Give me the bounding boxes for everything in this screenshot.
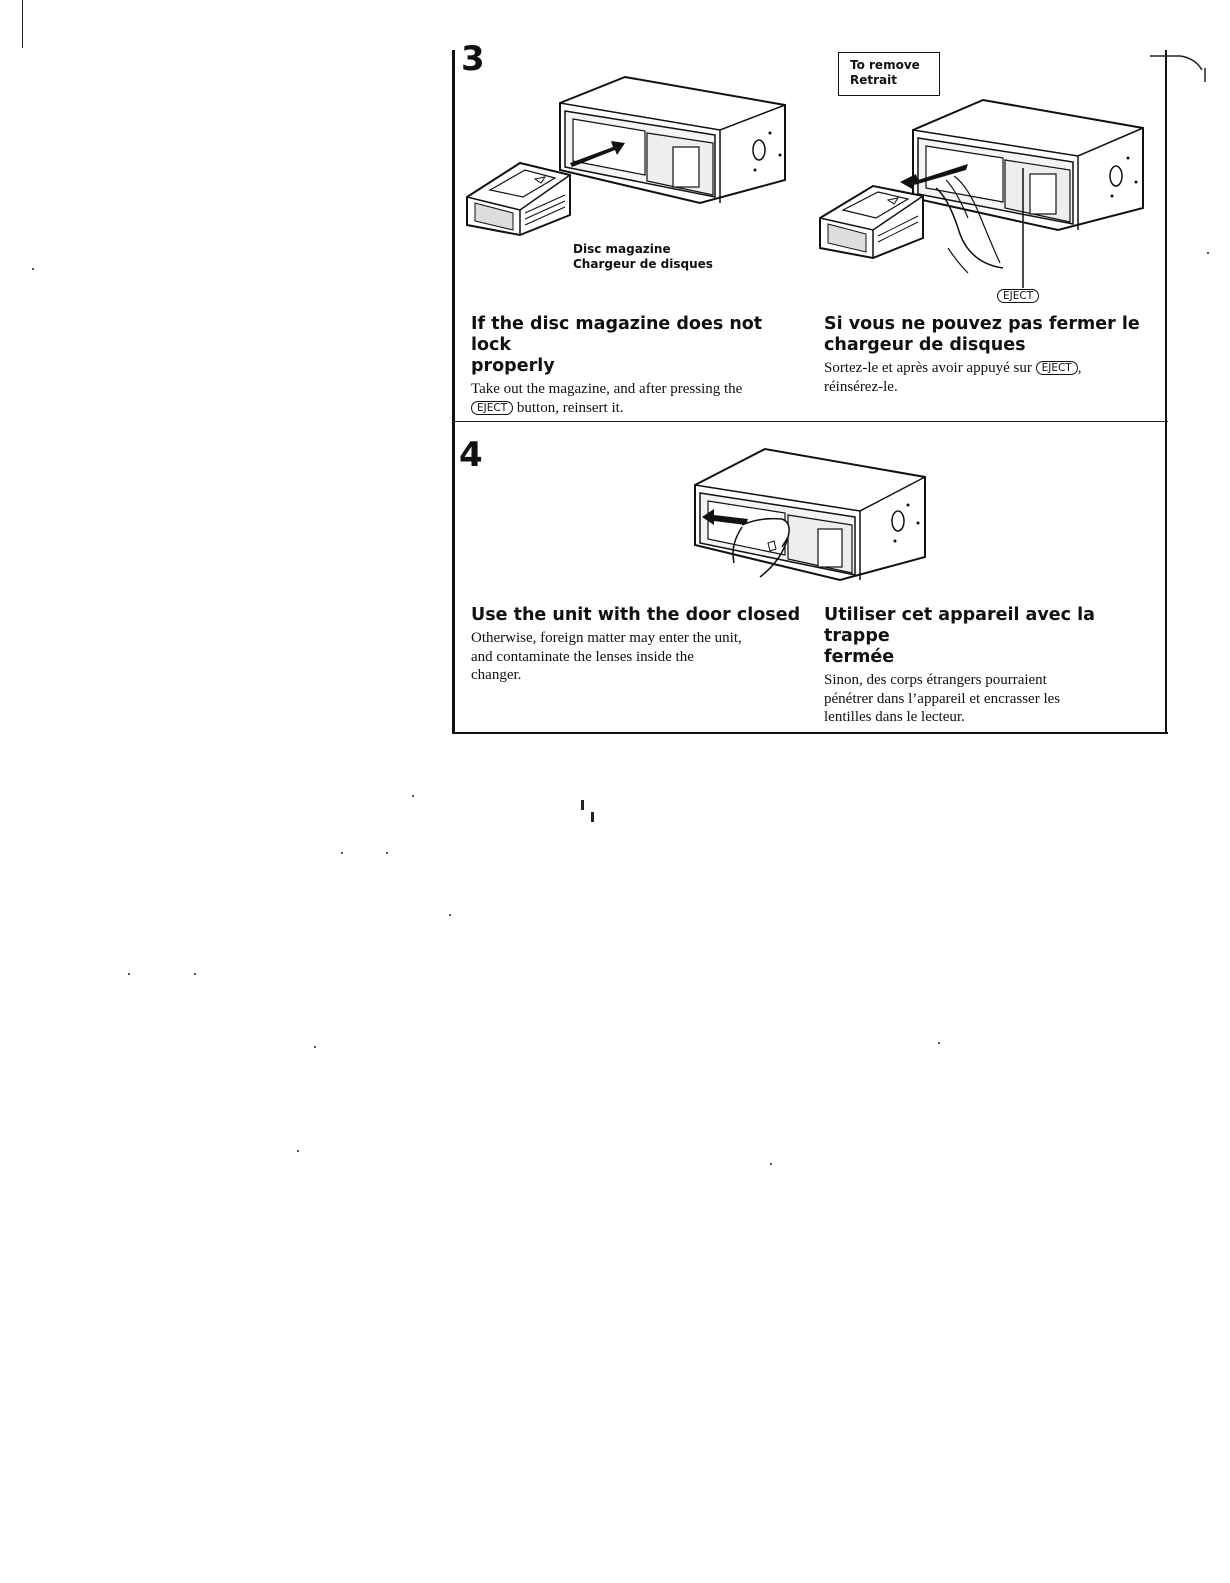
- scan-speck: [314, 1046, 316, 1048]
- scan-speck: [128, 973, 130, 975]
- step4-left-text: [471, 605, 806, 685]
- heading-line: chargeur de disques: [824, 335, 1026, 355]
- to-remove-label: To remove: [850, 58, 920, 72]
- body-line: réinsérez-le.: [824, 378, 898, 395]
- body-line: lentilles dans le lecteur.: [824, 709, 965, 725]
- body-text: button, reinsert it.: [513, 399, 624, 416]
- body-text: ,: [1077, 360, 1082, 376]
- step4-right-body: [824, 671, 1159, 727]
- scan-speck: [386, 852, 388, 854]
- frame-right-border: [1165, 50, 1167, 734]
- step3-right-body: [824, 359, 1159, 396]
- heading-line: If the disc magazine does not lock: [471, 314, 763, 355]
- step3-left-text: [471, 314, 801, 417]
- eject-button-label: EJECT: [1036, 361, 1078, 375]
- eject-button-label: EJECT: [471, 401, 513, 415]
- eject-callout: [997, 285, 1039, 304]
- body-line: [471, 399, 801, 418]
- scan-speck: [341, 852, 343, 854]
- heading-line: Utiliser cet appareil avec la trappe: [824, 605, 1095, 646]
- heading-line: properly: [471, 356, 555, 376]
- body-line: [824, 359, 1159, 378]
- insert-magazine-illustration: [465, 75, 795, 235]
- body-line: Otherwise, foreign matter may enter the unit,: [471, 630, 742, 646]
- body-line: and contaminate the lenses inside the: [471, 648, 694, 665]
- eject-button-label: EJECT: [997, 289, 1039, 303]
- close-door-illustration: [690, 445, 930, 585]
- step3-right-heading: [824, 314, 1159, 356]
- frame-bottom-border: [452, 732, 1168, 734]
- body-line: Take out the magazine, and after pressing the: [471, 381, 743, 397]
- step4-right-text: [824, 605, 1159, 727]
- page-edge-line: [22, 0, 23, 48]
- caption-disc-magazine: [573, 242, 713, 272]
- page-corner-mark: [1150, 50, 1210, 90]
- step-number-4: 4: [459, 435, 483, 475]
- retrait-label: Retrait: [850, 73, 897, 87]
- caption-en: Disc magazine: [573, 242, 671, 256]
- body-text: Sortez-le et après avoir appuyé sur: [824, 360, 1036, 376]
- step-number-3: 3: [461, 39, 485, 79]
- step4-left-body: [471, 629, 806, 685]
- caption-fr: Chargeur de disques: [573, 257, 713, 271]
- scan-speck: [412, 795, 414, 797]
- to-remove-box: [838, 52, 940, 96]
- scan-speck: [449, 914, 451, 916]
- step3-left-heading: [471, 314, 801, 377]
- scan-speck: [770, 1163, 772, 1165]
- scan-speck: [1207, 252, 1209, 254]
- step3-left-body: [471, 380, 801, 417]
- body-line: changer.: [471, 667, 522, 683]
- scan-speck: [938, 1042, 940, 1044]
- body-line: Sinon, des corps étrangers pourraient: [824, 672, 1047, 688]
- remove-magazine-illustration: [818, 98, 1148, 298]
- scan-speck: [194, 973, 196, 975]
- section-divider: [452, 421, 1168, 422]
- step4-left-heading: Use the unit with the door closed: [471, 605, 801, 625]
- step3-right-text: [824, 314, 1159, 396]
- scan-speck: [32, 268, 34, 270]
- frame-left-border: [452, 50, 455, 734]
- heading-line: fermée: [824, 647, 895, 667]
- step4-right-heading: [824, 605, 1159, 668]
- heading-line: Si vous ne pouvez pas fermer le: [824, 314, 1140, 334]
- scan-speck: [297, 1150, 299, 1152]
- body-line: pénétrer dans l’appareil et encrasser les: [824, 690, 1061, 707]
- scan-speck: [591, 812, 594, 822]
- scan-speck: [581, 800, 584, 810]
